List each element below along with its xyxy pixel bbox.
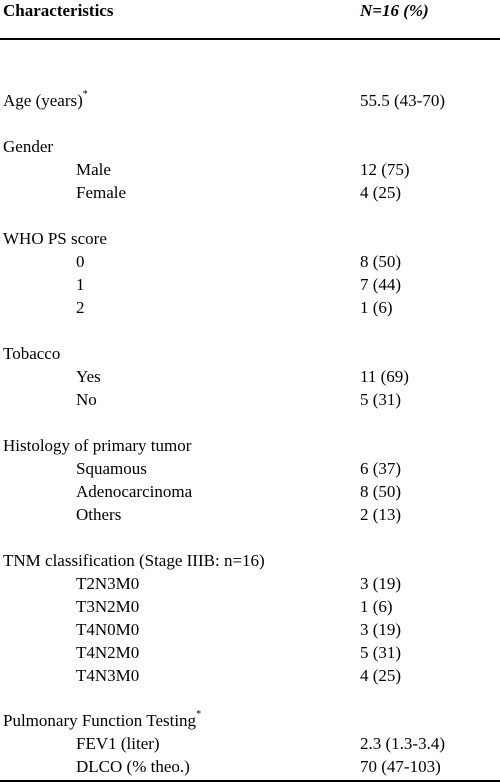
row-label: Male xyxy=(76,160,111,179)
row-label: 0 xyxy=(76,252,85,271)
table-row xyxy=(0,620,500,642)
table-row xyxy=(0,597,500,619)
row-label: Age (years) xyxy=(3,91,83,110)
table-row xyxy=(0,505,500,527)
table-row xyxy=(0,734,500,756)
table-row xyxy=(0,344,500,366)
row-value: 8 (50) xyxy=(360,252,402,271)
row-label: TNM classification (Stage IIIB: n=16) xyxy=(3,551,265,570)
table-row xyxy=(0,298,500,320)
footnote-marker: * xyxy=(82,89,88,100)
header-n-count: N=16 (%) xyxy=(360,1,429,20)
row-value: 5 (31) xyxy=(360,390,402,409)
table-row xyxy=(0,643,500,665)
table-row xyxy=(0,252,500,274)
row-value: 4 (25) xyxy=(360,666,402,685)
row-value: 12 (75) xyxy=(360,160,410,179)
row-value: 11 (69) xyxy=(360,367,409,386)
row-value: 1 (6) xyxy=(360,298,393,317)
row-value: 1 (6) xyxy=(360,597,393,616)
row-value: 2 (13) xyxy=(360,505,402,524)
row-label: DLCO (% theo.) xyxy=(76,757,190,776)
bottom-rule xyxy=(0,780,500,782)
table-row xyxy=(0,367,500,389)
header-characteristics: Characteristics xyxy=(3,1,114,20)
table-row xyxy=(0,551,500,573)
row-label: Histology of primary tumor xyxy=(3,436,192,455)
table-row xyxy=(0,459,500,481)
row-value: 4 (25) xyxy=(360,183,402,202)
row-label: T3N2M0 xyxy=(76,597,140,616)
top-rule xyxy=(0,38,500,40)
row-label: Pulmonary Function Testing xyxy=(3,711,197,730)
row-label: Gender xyxy=(3,137,54,156)
row-label: Tobacco xyxy=(3,344,61,363)
row-value: 70 (47-103) xyxy=(360,757,441,776)
row-label: T2N3M0 xyxy=(76,574,140,593)
table-row xyxy=(0,160,500,182)
table-row xyxy=(0,574,500,596)
row-label: 1 xyxy=(76,275,85,294)
row-value: 6 (37) xyxy=(360,459,402,478)
row-label: Adenocarcinoma xyxy=(76,482,193,501)
table-row xyxy=(0,229,500,251)
row-value: 7 (44) xyxy=(360,275,402,294)
row-value: 5 (31) xyxy=(360,643,402,662)
table-row xyxy=(0,436,500,458)
row-label: FEV1 (liter) xyxy=(76,734,160,753)
table-row xyxy=(0,137,500,159)
row-label: Squamous xyxy=(76,459,147,478)
row-label: T4N2M0 xyxy=(76,643,140,662)
row-value: 55.5 (43-70) xyxy=(360,91,445,110)
table-row xyxy=(0,275,500,297)
table-row xyxy=(0,183,500,205)
table-row xyxy=(0,711,500,733)
row-value: 3 (19) xyxy=(360,574,402,593)
table-row xyxy=(0,482,500,504)
row-label: T4N3M0 xyxy=(76,666,140,685)
table-row xyxy=(0,91,500,113)
row-value: 8 (50) xyxy=(360,482,402,501)
row-value: 2.3 (1.3-3.4) xyxy=(360,734,445,753)
footnote-marker: * xyxy=(196,709,202,720)
row-label: Yes xyxy=(76,367,101,386)
table-row xyxy=(0,390,500,412)
row-label: Others xyxy=(76,505,122,524)
row-label: WHO PS score xyxy=(3,229,107,248)
table-row xyxy=(0,666,500,688)
table-row xyxy=(0,757,500,779)
row-label: 2 xyxy=(76,298,85,317)
row-value: 3 (19) xyxy=(360,620,402,639)
row-label: No xyxy=(76,390,97,409)
row-label: T4N0M0 xyxy=(76,620,140,639)
row-label: Female xyxy=(76,183,127,202)
